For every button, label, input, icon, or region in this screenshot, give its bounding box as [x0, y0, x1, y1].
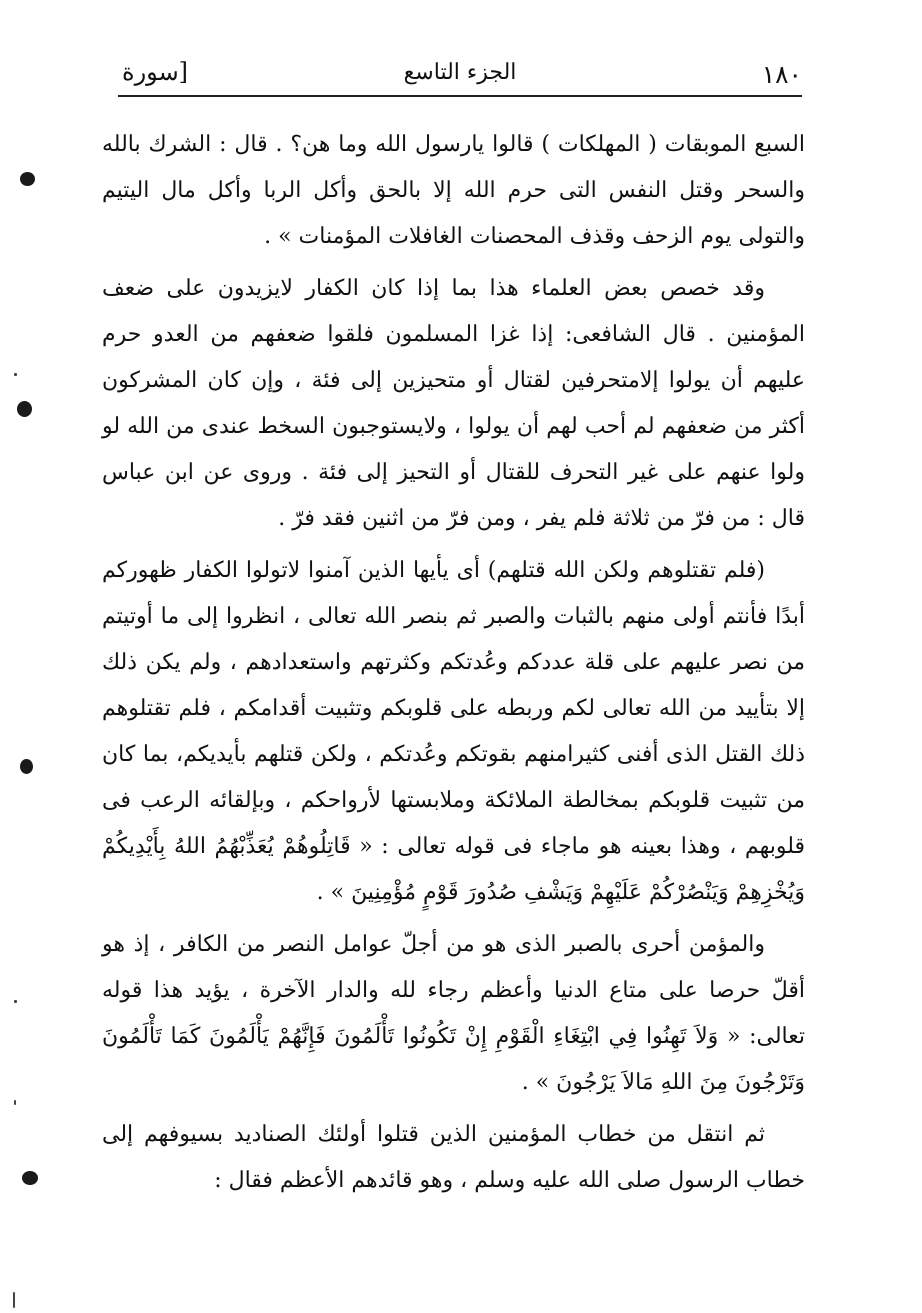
header-divider: [118, 95, 802, 97]
paragraph-transition: ثم انتقل من خطاب المؤمنين الذين قتلوا أولئك الصناديد بسيوفهم إلى خطاب الرسول صلى الله عليه وسلم ، وهو قائدهم الأعظم فقال :: [102, 1122, 805, 1193]
paragraph-verse-commentary: (فلم تقتلوهم ولكن الله قتلهم) أى يأيها الذين آمنوا لاتولوا الكفار ظهوركم أبدًا فأنتم أولى منهم بالثبات والصبر ثم بنصر الله تعالى ، انظروا إلى ما أوتيتم من نصر عليهم على قلة عددكم وعُدتكم وكثرتهم واستعدادهم ، ولم يكن ذلك إلا بتأييد من الله تعالى لكم وربطه على قلوبكم وتثبيت أقدامكم ، فلم تقتلوهم ذلك القتل الذى أفنى كثيرامنهم بقوتكم وعُدتكم ، ولكن قتلهم بأيديكم، بما كان من تثبيت قلوبكم بمخالطة الملائكة وملابستها لأرواحكم ، وبإلقائه الرعب فى قلوبهم ، وهذا بعينه هو ماجاء فى قوله تعالى : « قَاتِلُوهُمْ يُعَذِّبْهُمُ اللهُ بِأَيْدِيكُمْ وَيُخْزِهِمْ وَيَنْصُرْكُمْ عَلَيْهِمْ وَيَشْفِ صُدُورَ قَوْمٍ مُؤْمِنِينَ » .: [102, 558, 805, 905]
margin-ink-blot: [22, 1171, 38, 1185]
paragraph-believer-patience: والمؤمن أحرى بالصبر الذى هو من أجلّ عوامل النصر من الكافر ، إذ هو أقلّ حرصا على متاع الدنيا وأعظم رجاء لله والدار الآخرة ، يؤيد هذا قوله تعالى: « وَلاَ تَهِنُوا فِي ابْتِغَاءِ الْقَوْمِ إِنْ تَكُونُوا تَأْلَمُونَ فَإِنَّهُمْ يَأْلَمُونَ كَمَا تَأْلَمُونَ وَتَرْجُونَ مِنَ اللهِ مَالاَ يَرْجُونَ » .: [102, 932, 805, 1095]
page-header: [118, 50, 802, 96]
paragraph-hadith-continuation: السبع الموبقات ( المهلكات ) قالوا يارسول الله وما هن؟ . قال : الشرك بالله والسحر وقتل النفس التى حرم الله إلا بالحق وأكل الربا وأكل مال اليتيم والتولى يوم الزحف وقذف المحصنات الغافلات المؤمنات » .: [102, 132, 805, 249]
margin-ink-blot: [17, 401, 32, 417]
margin-ink-blot: [20, 759, 33, 774]
page-number: ١٨٠: [761, 60, 802, 89]
surah-label: [سورة: [122, 58, 189, 86]
margin-speck: [14, 1100, 16, 1105]
page-body: [102, 122, 805, 1210]
margin-speck: [14, 1000, 17, 1003]
part-title: الجزء التاسع: [403, 60, 517, 85]
margin-ink-blot: [20, 172, 35, 186]
paragraph-shafii-opinion: وقد خصص بعض العلماء هذا بما إذا كان الكفار لايزيدون على ضعف المؤمنين . قال الشافعى: إذا غزا المسلمون فلقوا ضعفهم من العدو حرم عليهم أن يولوا إلامتحرفين لقتال أو متحيزين إلى فئة ، وإن كان المشركون أكثر من ضعفهم لم أحب لهم أن يولوا ، ولايستوجبون السخط عندى من الله لو ولوا عنهم على غير التحرف للقتال أو التحيز إلى فئة . وروى عن ابن عباس قال : من فرّ من ثلاثة فلم يفر ، ومن فرّ من اثنين فقد فرّ .: [102, 276, 806, 531]
margin-speck: [13, 1292, 15, 1308]
margin-speck: [14, 373, 17, 376]
